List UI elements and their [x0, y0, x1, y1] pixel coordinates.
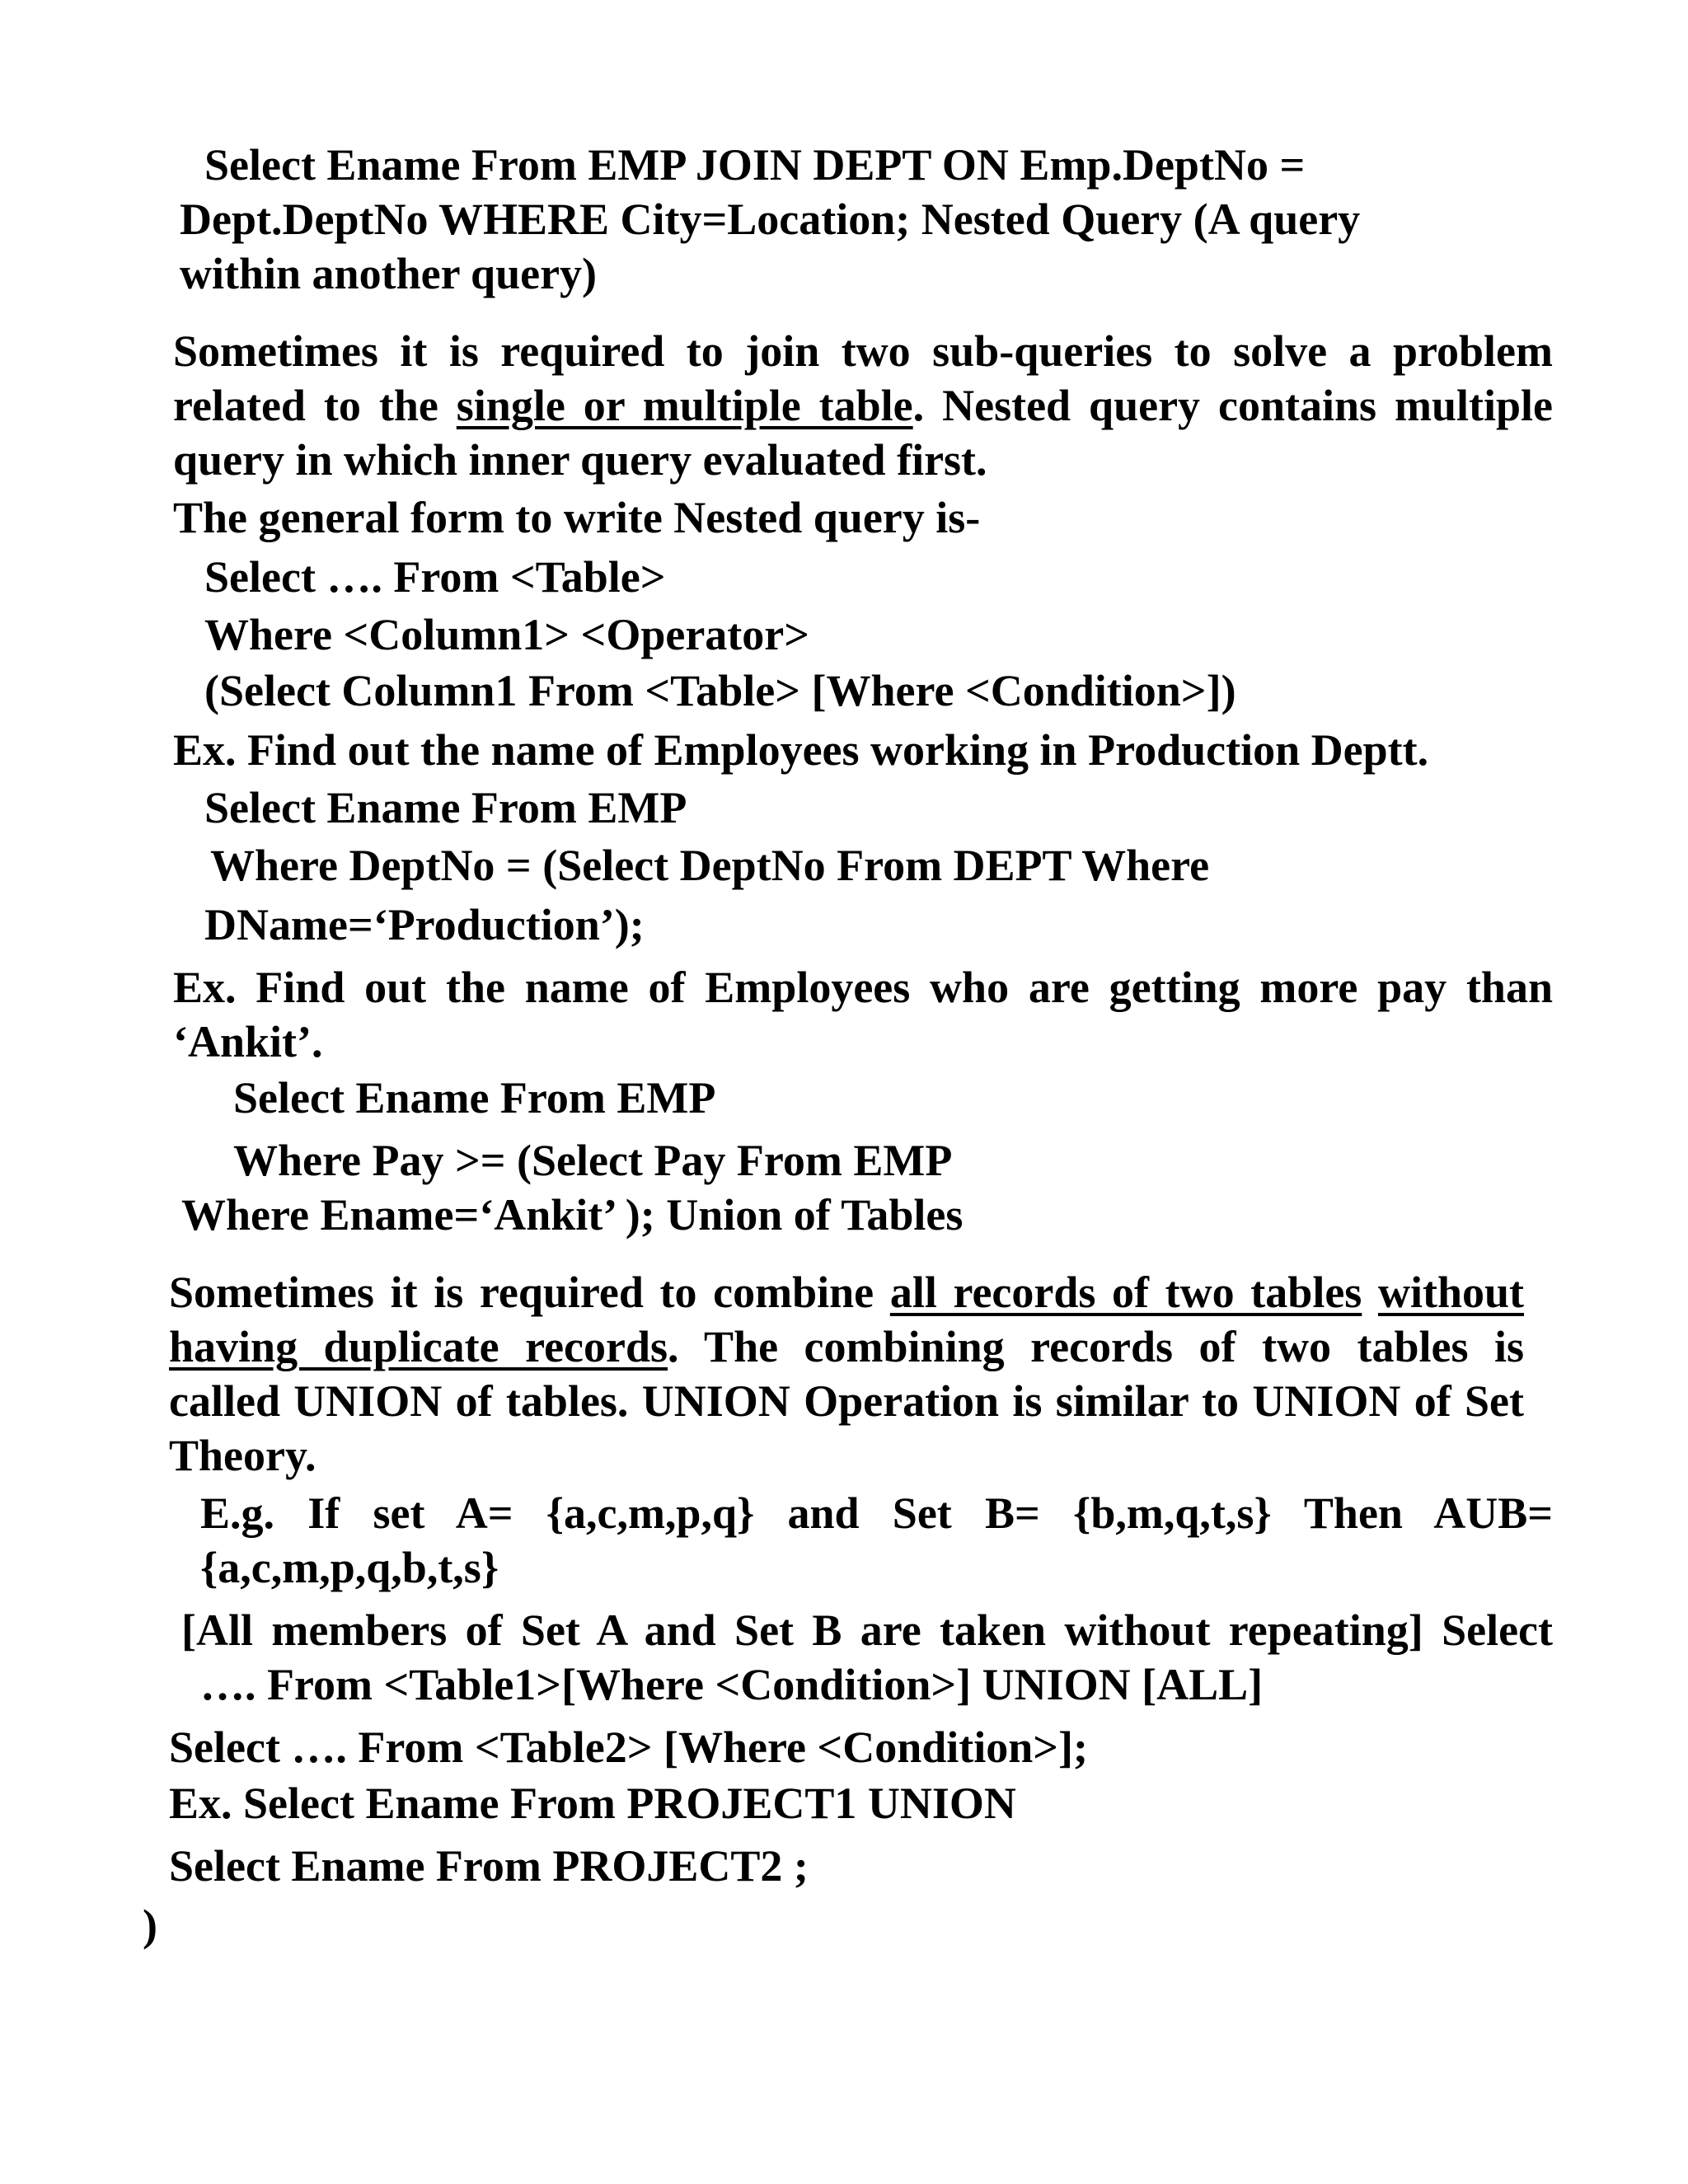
- text-line-17: Select Ename From EMP: [233, 1073, 716, 1122]
- text-segment: . The combining records of two tables is: [668, 1322, 1524, 1371]
- text-line-28: Select …. From <Table2> [Where <Condition>];: [169, 1722, 1089, 1772]
- text-line-6: query in which inner query evaluated first.: [173, 435, 987, 485]
- text-line-27: …. From <Table1>[Where <Condition>] UNION [ALL]: [200, 1660, 1264, 1709]
- text-line-30: Select Ename From PROJECT2 ;: [169, 1841, 809, 1891]
- text-segment: related to the: [173, 381, 457, 430]
- text-segment: . Nested query contains multiple: [912, 381, 1553, 430]
- text-line-2: Dept.DeptNo WHERE City=Location; Nested Query (A query: [180, 194, 1361, 244]
- text-line-24: E.g. If set A= {a,c,m,p,q} and Set B= {b,m,q,t,s} Then AUB=: [200, 1488, 1553, 1538]
- text-line-1: Select Ename From EMP JOIN DEPT ON Emp.DeptNo =: [204, 140, 1306, 190]
- underlined-phrase: having duplicate records: [169, 1322, 668, 1371]
- text-line-25: {a,c,m,p,q,b,t,s}: [200, 1543, 499, 1592]
- text-line-18: Where Pay >= (Select Pay From EMP: [233, 1136, 953, 1185]
- text-line-29: Ex. Select Ename From PROJECT1 UNION: [169, 1779, 1016, 1828]
- underlined-phrase: single or multiple table: [456, 381, 913, 430]
- underlined-phrase: without: [1377, 1268, 1524, 1317]
- text-segment: Sometimes it is required to combine: [169, 1268, 890, 1317]
- text-line-9: Where <Column1> <Operator>: [204, 610, 810, 659]
- text-line-4: Sometimes it is required to join two sub-queries to solve a problem: [173, 326, 1553, 376]
- text-line-10: (Select Column1 From <Table> [Where <Condition>]): [204, 666, 1236, 715]
- text-line-5: [173, 377, 1553, 434]
- text-line-15: Ex. Find out the name of Employees who are getting more pay than: [173, 963, 1553, 1012]
- text-line-11: Ex. Find out the name of Employees working in Production Deptt.: [173, 725, 1429, 775]
- text-line-26: [All members of Set A and Set B are taken without repeating] Select: [181, 1605, 1553, 1655]
- text-line-20: [169, 1264, 1524, 1320]
- text-line-22: called UNION of tables. UNION Operation is similar to UNION of Set: [169, 1376, 1524, 1426]
- text-line-3: within another query): [180, 249, 598, 298]
- closing-parenthesis: ): [143, 1900, 157, 1950]
- text-line-7: The general form to write Nested query is-: [173, 493, 981, 542]
- underlined-phrase: all records of two tables: [889, 1268, 1362, 1317]
- text-line-13: Where DeptNo = (Select DeptNo From DEPT Where: [210, 841, 1210, 890]
- text-line-19: Where Ename=‘Ankit’ ); Union of Tables: [181, 1190, 964, 1240]
- text-segment: [1362, 1268, 1378, 1317]
- text-line-16: ‘Ankit’.: [173, 1017, 323, 1066]
- text-line-12: Select Ename From EMP: [204, 783, 687, 832]
- text-line-14: DName=‘Production’);: [204, 900, 645, 949]
- text-line-21: [169, 1319, 1524, 1375]
- text-line-23: Theory.: [169, 1431, 316, 1480]
- text-line-8: Select …. From <Table>: [204, 552, 666, 602]
